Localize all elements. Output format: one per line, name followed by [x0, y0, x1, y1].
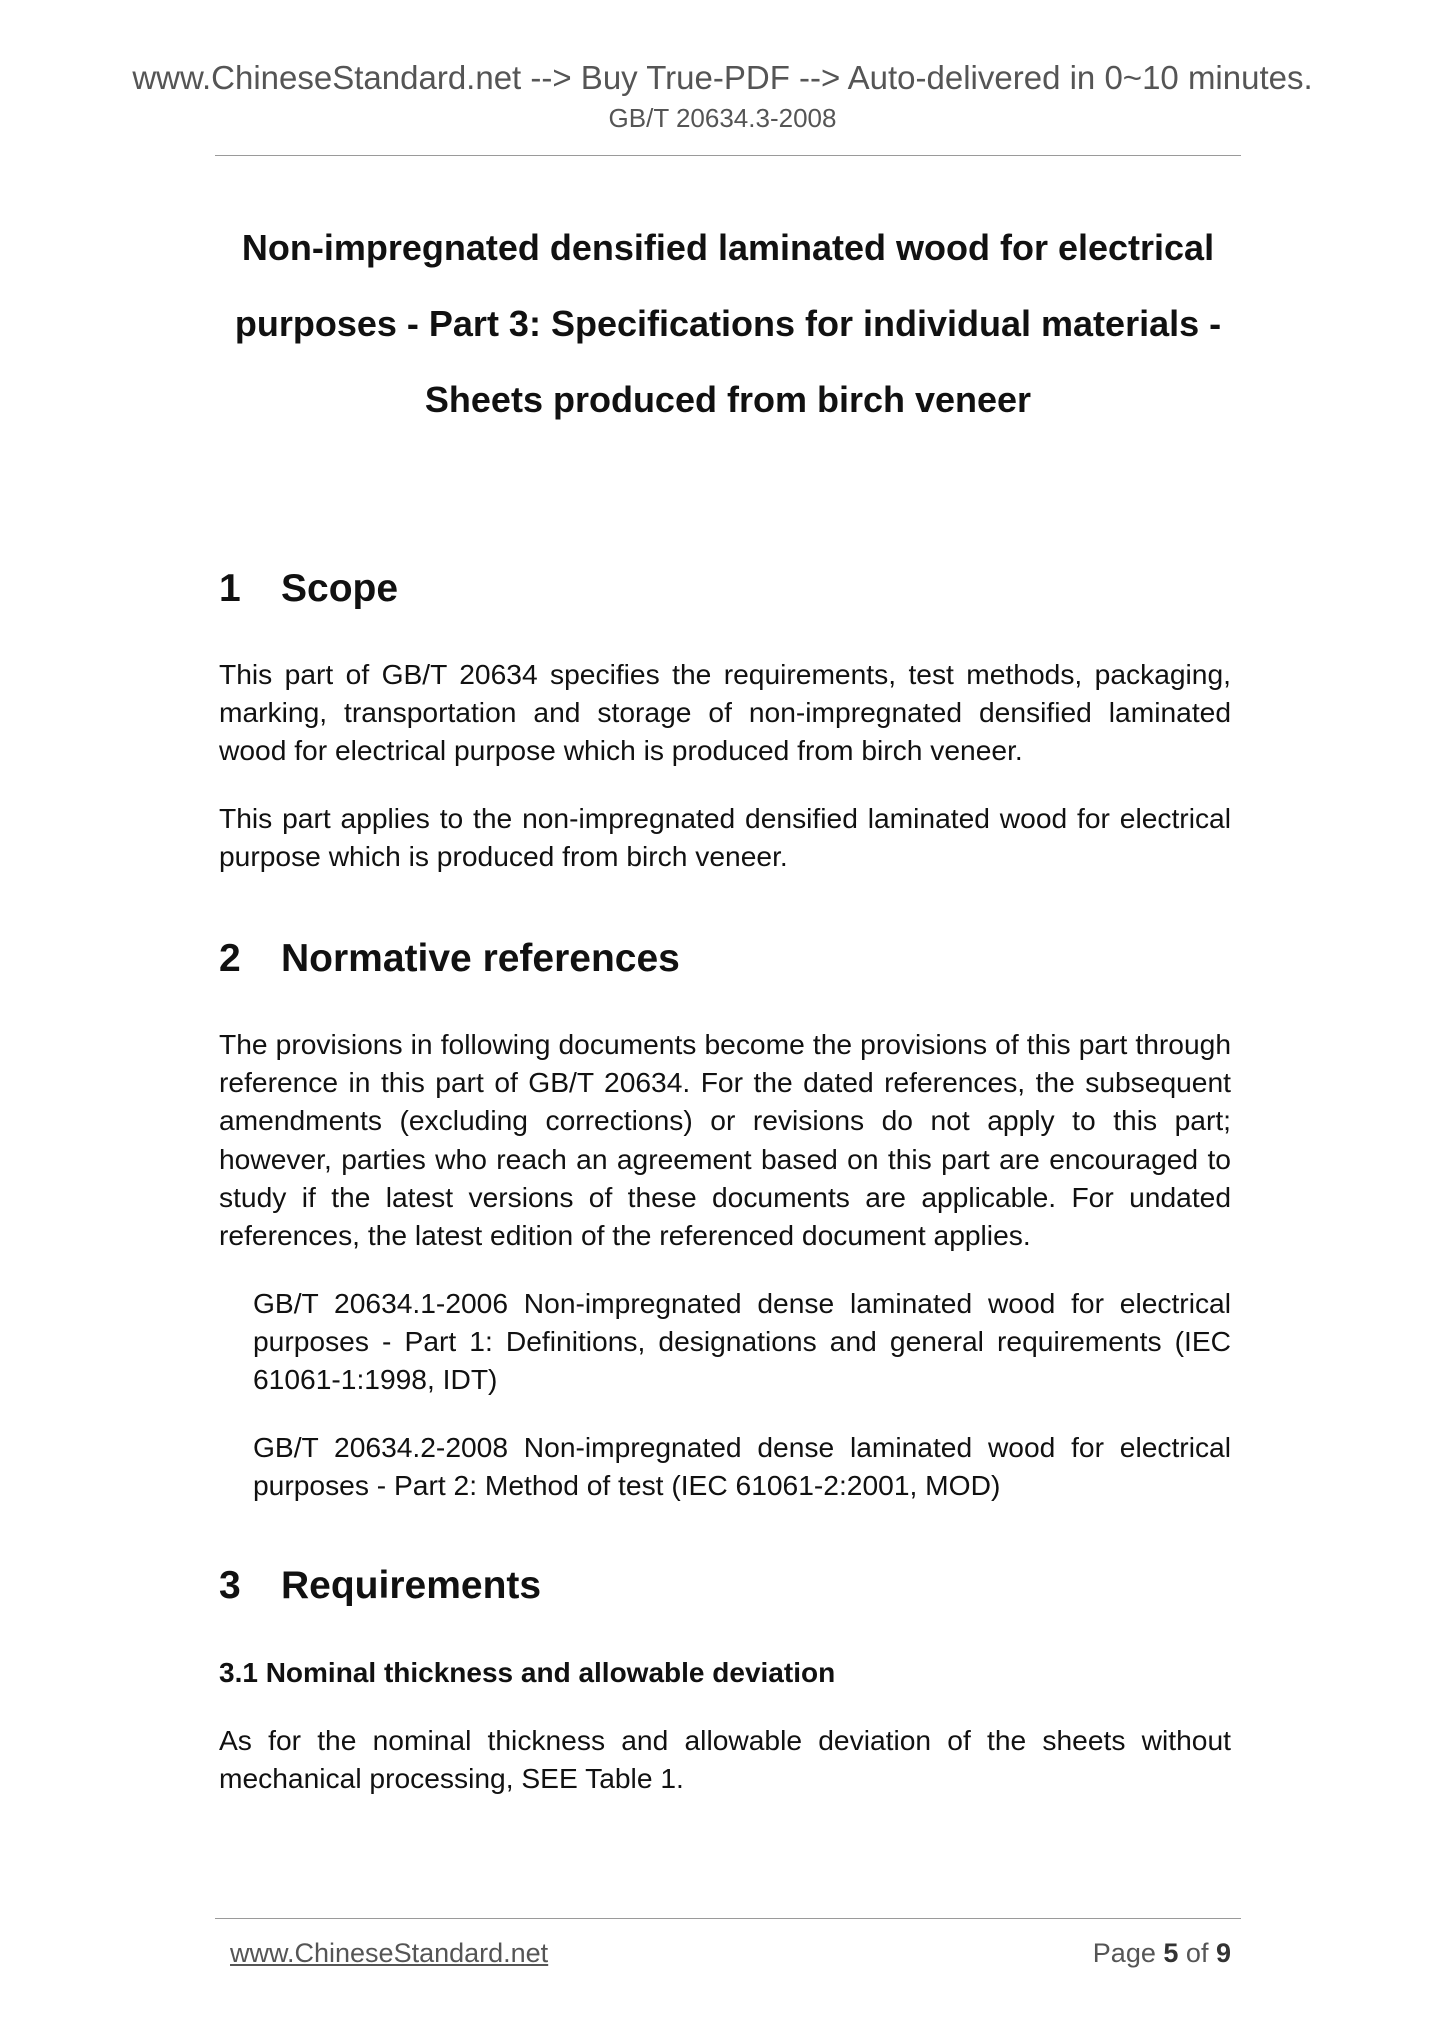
section-1-title: Scope	[281, 567, 399, 610]
title-line-3: Sheets produced from birch veneer	[424, 379, 1032, 420]
reference-item-2: GB/T 20634.2-2008 Non-impregnated dense laminated wood for electrical purposes - Part 2: Method of test (IEC 61061-2:2001, MOD)	[253, 1431, 1231, 1502]
page-total: 9	[1215, 1938, 1231, 1968]
section-2-number: 2	[219, 937, 241, 980]
subsection-3-1-heading: 3.1 Nominal thickness and allowable deviation	[219, 1657, 836, 1688]
section-2-title: Normative references	[281, 937, 680, 980]
header-banner: www.ChineseStandard.net --> Buy True-PDF --> Auto-delivered in 0~10 minutes.	[132, 59, 1313, 96]
title-line-1: Non-impregnated densified laminated wood for electrical	[241, 227, 1215, 268]
footer-divider	[215, 1918, 1241, 1919]
section-1-paragraph-1: This part of GB/T 20634 specifies the requirements, test methods, packaging, marking, transportation and storage of non-impregnated densified laminated wood for electrical purpose which is produced from birch veneer.	[219, 658, 1231, 767]
header-standard-code: GB/T 20634.3-2008	[608, 103, 837, 133]
page-current: 5	[1163, 1938, 1179, 1968]
section-2-heading	[219, 936, 680, 983]
document-title	[215, 210, 1241, 438]
section-3-title: Requirements	[281, 1564, 542, 1607]
footer-website-link[interactable]: www.ChineseStandard.net	[230, 1938, 549, 1968]
title-line-2: purposes - Part 3: Specifications for individual materials -	[234, 303, 1222, 344]
section-1-number: 1	[219, 567, 241, 610]
section-1-paragraph-2: This part applies to the non-impregnated densified laminated wood for electrical purpose which is produced from birch veneer.	[219, 802, 1231, 873]
reference-item-1: GB/T 20634.1-2006 Non-impregnated dense laminated wood for electrical purposes - Part 1: Definitions, designations and general requirements (IEC 61061-1:1998, IDT)	[253, 1287, 1231, 1396]
section-2-paragraph-1: The provisions in following documents become the provisions of this part through reference in this part of GB/T 20634. For the dated references, the subsequent amendments (excluding corrections) or revisions do not apply to this part; however, parties who reach an agreement based on this part are encouraged to study if the latest versions of these documents are applicable. For undated references, the latest edition of the referenced document applies.	[219, 1028, 1231, 1252]
page-separator: of	[1185, 1938, 1209, 1968]
section-3-number: 3	[219, 1564, 241, 1607]
header-divider	[215, 155, 1241, 156]
footer-page-number	[1093, 1938, 1231, 1969]
section-3-heading	[219, 1563, 541, 1610]
subsection-3-1-paragraph: As for the nominal thickness and allowable deviation of the sheets without mechanical processing, SEE Table 1.	[219, 1724, 1231, 1795]
section-1-heading	[219, 566, 398, 613]
page-prefix: Page	[1092, 1938, 1156, 1968]
